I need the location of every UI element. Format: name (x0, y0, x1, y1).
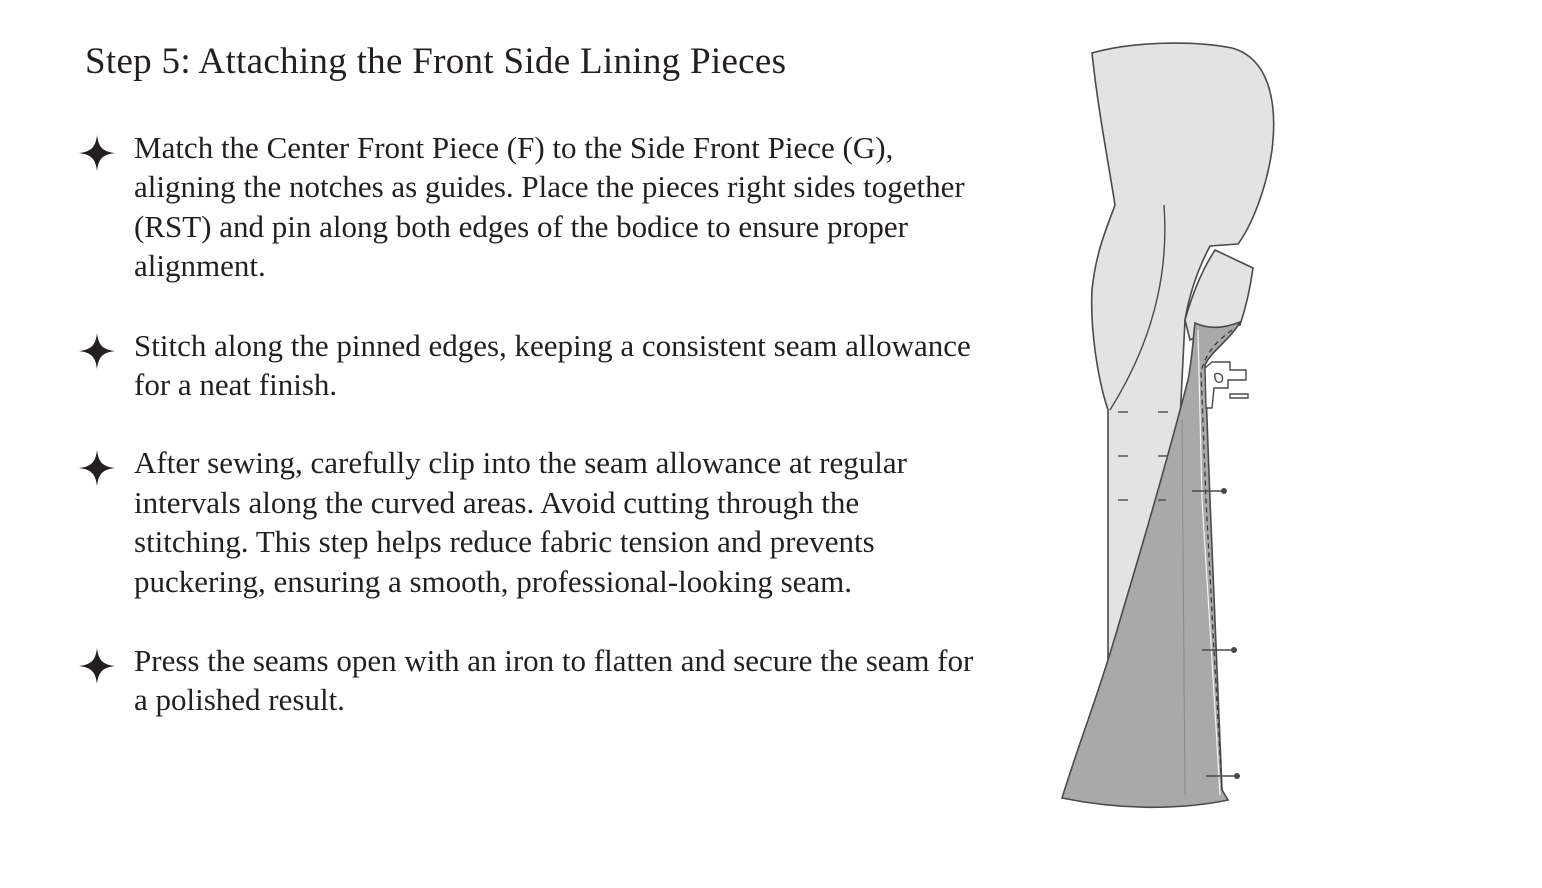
instruction-list (76, 128, 976, 760)
instruction-step (76, 128, 976, 286)
instruction-text: Stitch along the pinned edges, keeping a consistent seam allowance for a neat finish. (134, 327, 971, 403)
four-point-star-icon (78, 647, 116, 685)
instruction-step (76, 443, 976, 601)
four-point-star-icon (78, 134, 116, 172)
page-title: Step 5: Attaching the Front Side Lining Pieces (85, 41, 787, 82)
four-point-star-icon (78, 449, 116, 487)
instruction-step (76, 641, 976, 720)
four-point-star-icon (78, 332, 116, 370)
presser-foot-icon (1205, 362, 1248, 408)
sewing-pattern-pieces-illustration (1040, 30, 1300, 830)
instruction-text: Match the Center Front Piece (F) to the Side Front Piece (G), aligning the notches as guides. Place the pieces right sides together (RST) and pin along both edges of the bodice to ensure proper alignment. (134, 130, 965, 284)
instruction-text: After sewing, carefully clip into the seam allowance at regular intervals along the curved areas. Avoid cutting through the stitching. This step helps reduce fabric tension and prevents puckering, ensuring a smooth, professional-looking seam. (134, 445, 907, 599)
instruction-step (76, 326, 976, 405)
instruction-text: Press the seams open with an iron to flatten and secure the seam for a polished result. (134, 643, 974, 718)
